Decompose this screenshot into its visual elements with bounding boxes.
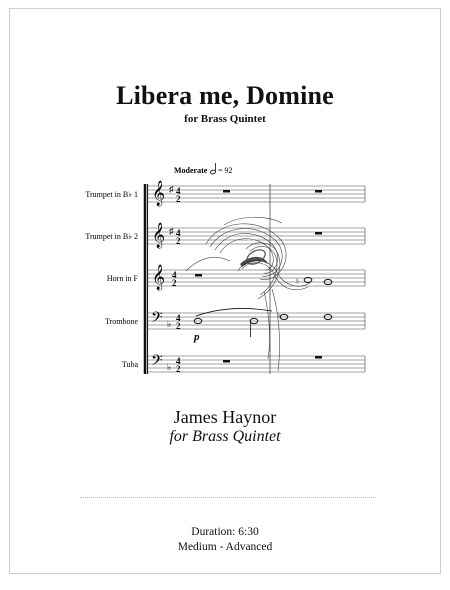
- treble-clef-icon: 𝄞: [152, 264, 166, 289]
- bass-clef-icon: 𝄢: [151, 352, 163, 372]
- composer-name: James Haynor: [173, 407, 277, 427]
- tempo-value: = 92: [218, 166, 233, 175]
- natural-icon: ♮: [296, 277, 299, 286]
- page-title: Libera me, Domine: [116, 81, 334, 110]
- instrument-label-horn: Horn in F: [106, 274, 138, 283]
- bass-clef-icon: 𝄢: [151, 309, 163, 329]
- instrument-label-trombone: Trombone: [104, 317, 138, 326]
- instrument-label-trumpet-2: Trumpet in B♭ 2: [85, 232, 138, 241]
- svg-text:2: 2: [176, 364, 181, 374]
- treble-clef-icon: 𝄞: [152, 180, 166, 205]
- note-heads: [194, 277, 332, 323]
- svg-text:2: 2: [176, 321, 181, 331]
- treble-clef-icon: 𝄞: [152, 222, 166, 247]
- tempo-label: Moderate: [174, 166, 208, 175]
- half-note-icon: [210, 163, 216, 175]
- flat-icon: ♭: [167, 362, 172, 372]
- svg-text:4: 4: [172, 270, 177, 280]
- svg-text:4: 4: [176, 356, 181, 366]
- svg-text:2: 2: [172, 278, 177, 288]
- phrase-slur: [196, 308, 272, 316]
- sharp-icon: ♯: [169, 226, 174, 236]
- score-cover-page: [9, 8, 441, 574]
- svg-text:4: 4: [176, 228, 181, 238]
- whole-rest-icon: [195, 190, 322, 363]
- composer-subtitle: for Brass Quintet: [169, 428, 281, 445]
- staff-lines: [147, 186, 365, 372]
- swirl-artwork: [186, 217, 310, 371]
- duration-text: Duration: 6:30: [191, 526, 259, 538]
- dynamic-marking: p: [194, 331, 200, 343]
- svg-text:4: 4: [176, 186, 181, 196]
- time-signature: [172, 186, 181, 374]
- sharp-icon: ♯: [169, 184, 174, 194]
- divider: [80, 497, 376, 498]
- instrument-label-trumpet-1: Trumpet in B♭ 1: [85, 190, 138, 199]
- natural-icon: ♮: [278, 312, 281, 321]
- svg-text:4: 4: [176, 313, 181, 323]
- flat-icon: ♭: [167, 319, 172, 329]
- score-excerpt: [10, 159, 442, 384]
- svg-text:2: 2: [176, 194, 181, 204]
- svg-text:2: 2: [176, 236, 181, 246]
- difficulty-level: Medium - Advanced: [177, 541, 273, 553]
- instrument-label-tuba: Tuba: [121, 360, 138, 369]
- page-subtitle: for Brass Quintet: [184, 113, 266, 125]
